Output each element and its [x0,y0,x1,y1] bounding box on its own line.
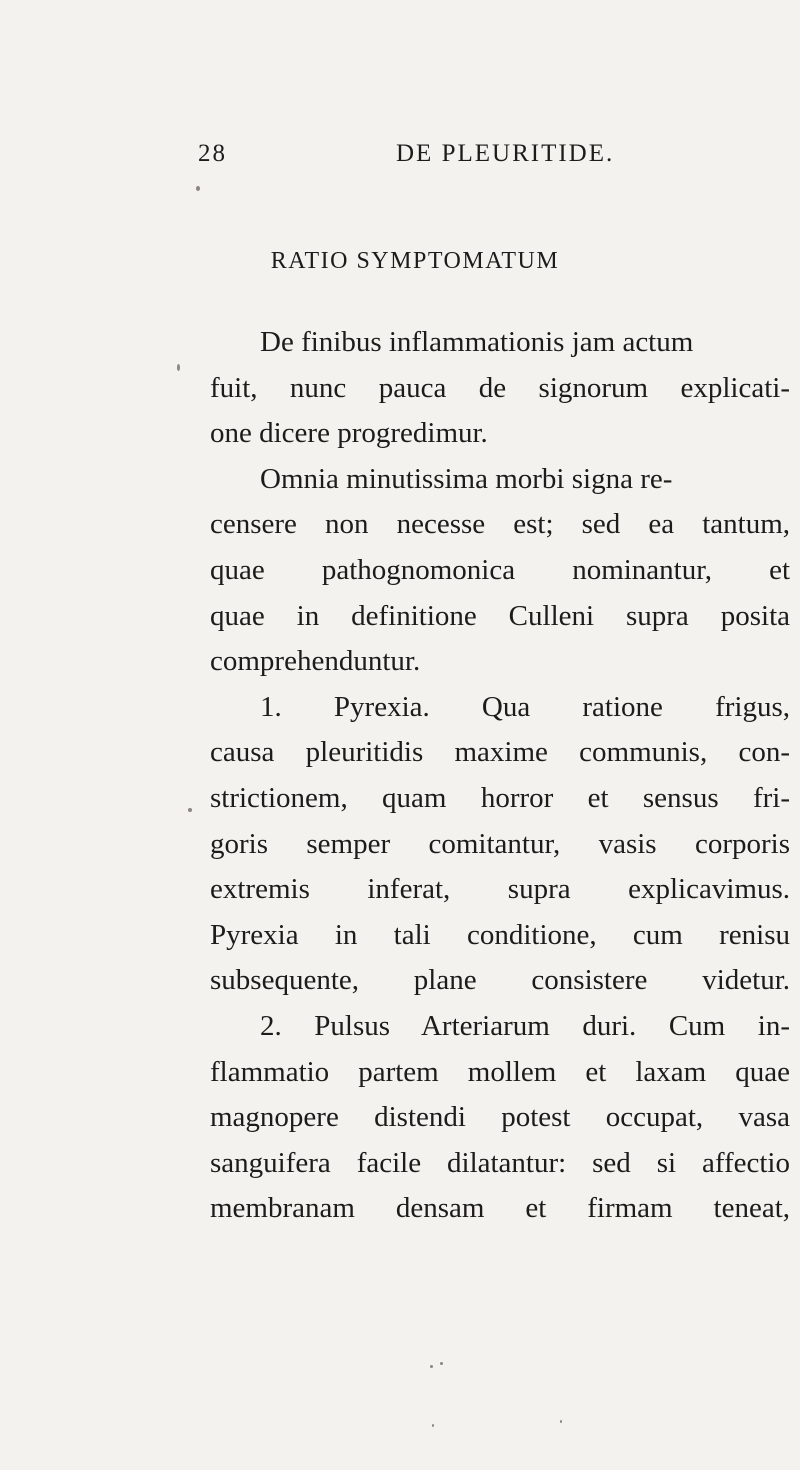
text-line: magnopere distendi potest occupat, vasa [210,1101,790,1134]
running-head: DE PLEURITIDE. [396,140,615,167]
text-line: 1. Pyrexia. Qua ratione frigus, [260,690,790,723]
text-line: strictionem, quam horror et sensus fri- [210,781,790,814]
text-line: comprehenduntur. [210,645,421,678]
text-line: goris semper comitantur, vasis corporis [210,827,790,860]
text-line: fuit, nunc pauca de signorum explicati- [210,371,790,404]
text-line: subsequente, plane consistere videtur. [210,964,790,997]
text-line: causa pleuritidis maxime communis, con- [210,736,790,769]
text-line: sanguifera facile dilatantur: sed si affectio [210,1146,790,1179]
text-line: 2. Pulsus Arteriarum duri. Cum in- [260,1009,790,1042]
section-title: RATIO SYMPTOMATUM [270,248,560,274]
text-line: quae pathognomonica nominantur, et [210,553,790,586]
text-line: quae in definitione Culleni supra posita [210,599,790,632]
text-line: one dicere progredimur. [210,417,488,450]
paper-speck [196,186,200,191]
text-line: De finibus inflammationis jam actum [260,326,694,358]
text-line: extremis inferat, supra explicavimus. [210,873,790,906]
page-number: 28 [198,140,227,167]
text-line: censere non necesse est; sed ea tantum, [210,508,790,541]
paper-speck [177,364,180,371]
paper-speck [430,1365,433,1368]
paper-speck [188,808,192,812]
paper-speck [560,1420,562,1423]
body-text [210,320,790,1232]
paper-speck [432,1424,434,1427]
page-header [198,140,658,180]
text-line: Pyrexia in tali conditione, cum renisu [210,918,790,951]
text-line: flammatio partem mollem et laxam quae [210,1055,790,1088]
paper-speck [440,1362,443,1365]
text-line: membranam densam et firmam teneat, [210,1192,790,1225]
text-line: Omnia minutissima morbi signa re- [260,462,673,495]
